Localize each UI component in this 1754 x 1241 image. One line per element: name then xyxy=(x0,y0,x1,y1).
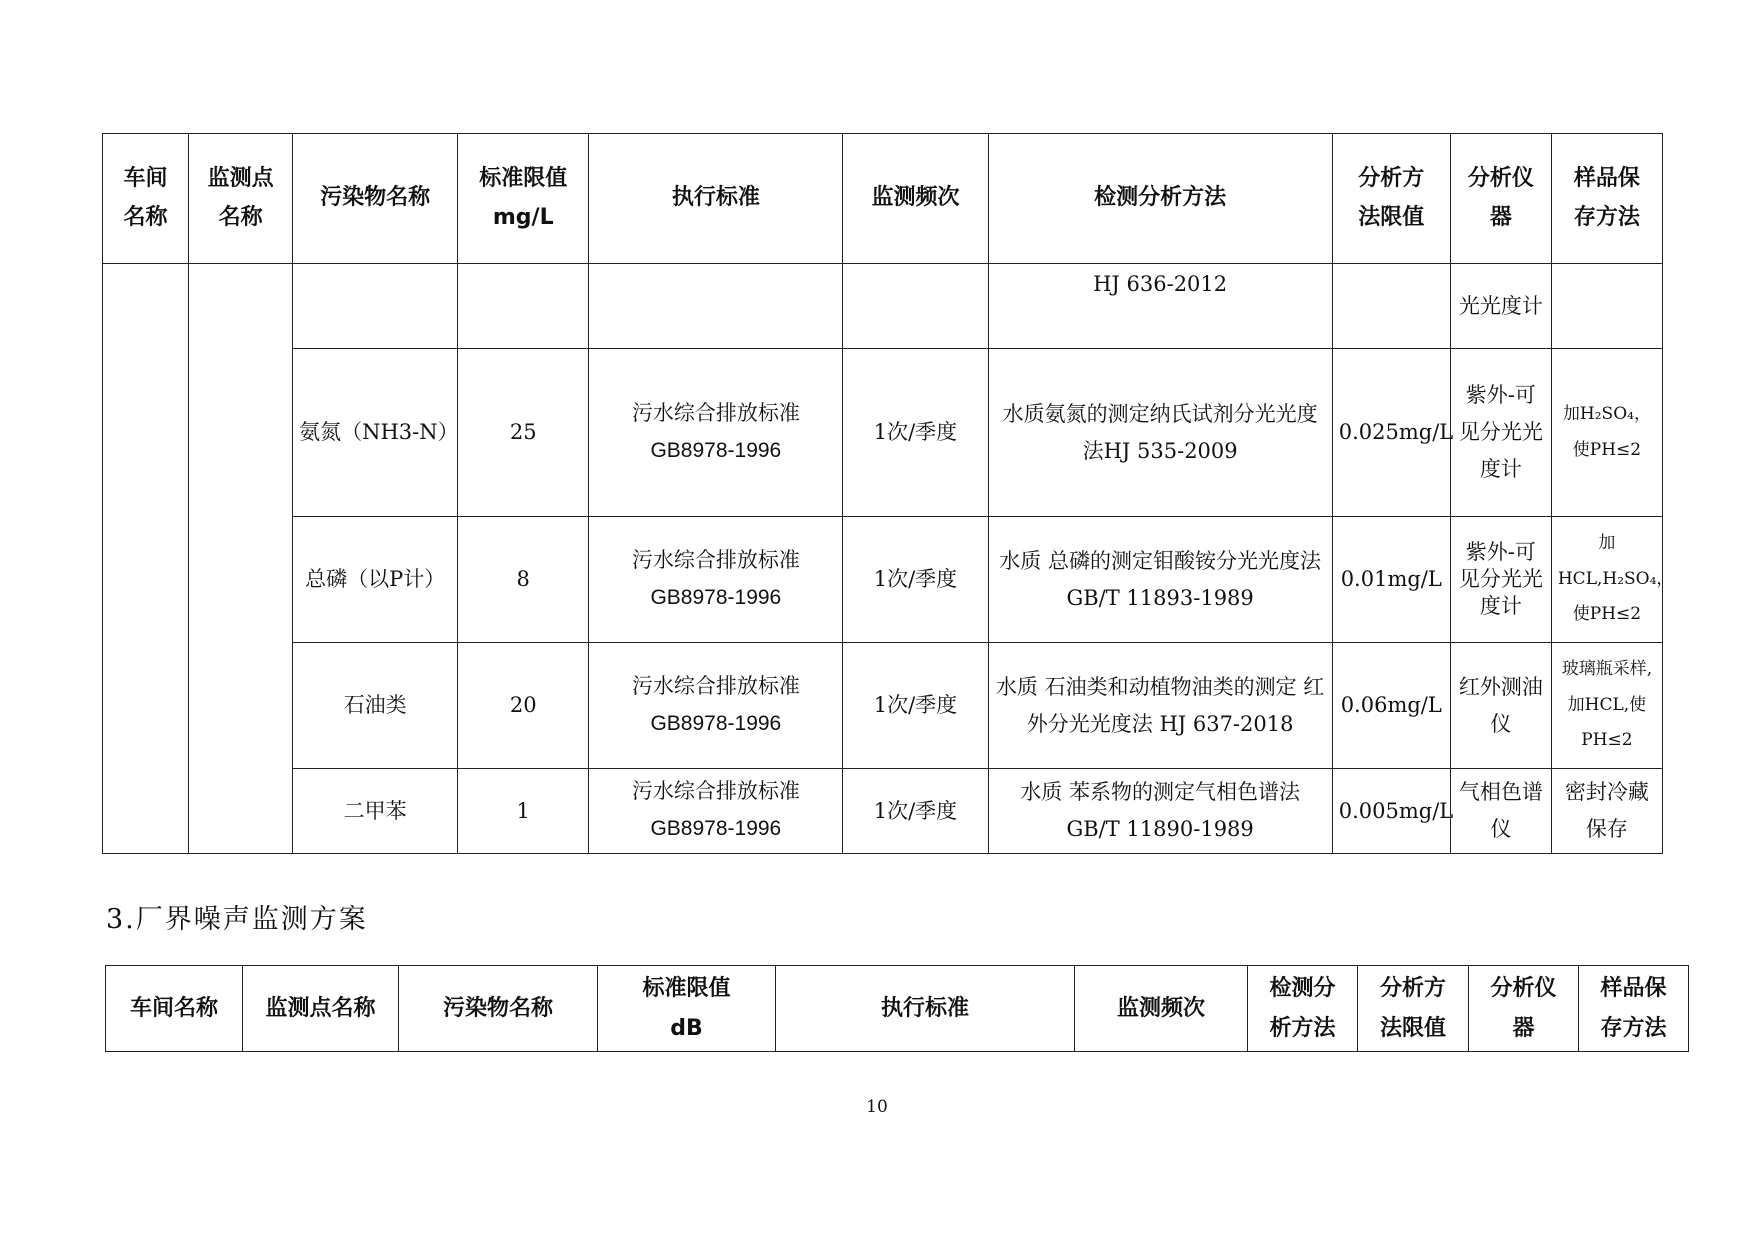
detection-limit-cell: 0.06mg/L xyxy=(1332,643,1450,769)
storage-cell: 加HCL,H₂SO₄，使PH≤2 xyxy=(1551,517,1662,643)
header-workshop: 车间 名称 xyxy=(103,134,189,264)
header-pollutant: 污染物名称 xyxy=(399,966,598,1052)
table-row xyxy=(103,769,1663,854)
table-header-row xyxy=(103,134,1663,264)
header-detection-limit: 分析方 法限值 xyxy=(1332,134,1450,264)
header-method: 检测分析方法 xyxy=(988,134,1332,264)
header-point: 监测点名称 xyxy=(243,966,399,1052)
header-detection-limit: 分析方 法限值 xyxy=(1358,966,1469,1052)
noise-monitoring-table xyxy=(105,965,1689,1052)
standard-cell xyxy=(589,264,843,349)
frequency-cell: 1次/季度 xyxy=(843,643,988,769)
page-number: 10 xyxy=(866,1097,888,1117)
workshop-cell xyxy=(103,264,189,854)
header-standard: 执行标准 xyxy=(776,966,1075,1052)
instrument-cell: 光光度计 xyxy=(1450,264,1551,349)
method-cell: 水质 苯系物的测定气相色谱法GB/T 11890-1989 xyxy=(988,769,1332,854)
instrument-cell: 紫外-可见分光光度计 xyxy=(1450,349,1551,517)
limit-cell: 25 xyxy=(458,349,589,517)
header-instrument: 分析仪 器 xyxy=(1450,134,1551,264)
header-storage: 样品保 存方法 xyxy=(1551,134,1662,264)
method-cell: 水质 石油类和动植物油类的测定 红外分光光度法 HJ 637-2018 xyxy=(988,643,1332,769)
detection-limit-cell: 0.01mg/L xyxy=(1332,517,1450,643)
header-workshop: 车间名称 xyxy=(106,966,243,1052)
pollutant-cell: 总磷（以P计） xyxy=(293,517,458,643)
header-storage: 样品保 存方法 xyxy=(1579,966,1689,1052)
pollutant-cell: 石油类 xyxy=(293,643,458,769)
method-cell: 水质氨氮的测定纳氏试剂分光光度法HJ 535-2009 xyxy=(988,349,1332,517)
instrument-cell: 紫外-可见分光光度计 xyxy=(1450,517,1551,643)
pollutant-cell xyxy=(293,264,458,349)
detection-limit-cell: 0.005mg/L xyxy=(1332,769,1450,854)
header-pollutant: 污染物名称 xyxy=(293,134,458,264)
storage-cell xyxy=(1551,264,1662,349)
section-heading: 3.厂界噪声监测方案 xyxy=(106,904,368,935)
frequency-cell: 1次/季度 xyxy=(843,349,988,517)
storage-cell: 玻璃瓶采样,加HCL,使PH≤2 xyxy=(1551,643,1662,769)
table-row xyxy=(103,643,1663,769)
header-standard: 执行标准 xyxy=(589,134,843,264)
standard-cell: 污水综合排放标准 GB8978-1996 xyxy=(589,643,843,769)
table-header-row xyxy=(106,966,1689,1052)
header-frequency: 监测频次 xyxy=(1075,966,1248,1052)
header-frequency: 监测频次 xyxy=(843,134,988,264)
method-cell: 水质 总磷的测定钼酸铵分光光度法GB/T 11893-1989 xyxy=(988,517,1332,643)
storage-cell: 密封冷藏保存 xyxy=(1551,769,1662,854)
header-limit: 标准限值 dB xyxy=(598,966,776,1052)
header-instrument: 分析仪 器 xyxy=(1469,966,1579,1052)
header-limit: 标准限值 mg/L xyxy=(458,134,589,264)
wastewater-monitoring-table xyxy=(102,133,1674,854)
frequency-cell: 1次/季度 xyxy=(843,517,988,643)
pollutant-cell: 二甲苯 xyxy=(293,769,458,854)
table-row xyxy=(103,517,1663,643)
instrument-cell: 红外测油仪 xyxy=(1450,643,1551,769)
pollutant-cell: 氨氮（NH3-N） xyxy=(293,349,458,517)
frequency-cell: 1次/季度 xyxy=(843,769,988,854)
table-row xyxy=(103,349,1663,517)
limit-cell: 20 xyxy=(458,643,589,769)
limit-cell xyxy=(458,264,589,349)
detection-limit-cell: 0.025mg/L xyxy=(1332,349,1450,517)
header-point: 监测点 名称 xyxy=(189,134,293,264)
standard-cell: 污水综合排放标准 GB8978-1996 xyxy=(589,769,843,854)
frequency-cell xyxy=(843,264,988,349)
limit-cell: 8 xyxy=(458,517,589,643)
storage-cell: 加H₂SO₄，使PH≤2 xyxy=(1551,349,1662,517)
instrument-cell: 气相色谱仪 xyxy=(1450,769,1551,854)
header-method: 检测分 析方法 xyxy=(1248,966,1358,1052)
standard-cell: 污水综合排放标准 GB8978-1996 xyxy=(589,517,843,643)
limit-cell: 1 xyxy=(458,769,589,854)
method-cell: HJ 636-2012 xyxy=(988,264,1332,349)
point-cell xyxy=(189,264,293,854)
table-row xyxy=(103,264,1663,349)
standard-cell: 污水综合排放标准 GB8978-1996 xyxy=(589,349,843,517)
detection-limit-cell xyxy=(1332,264,1450,349)
